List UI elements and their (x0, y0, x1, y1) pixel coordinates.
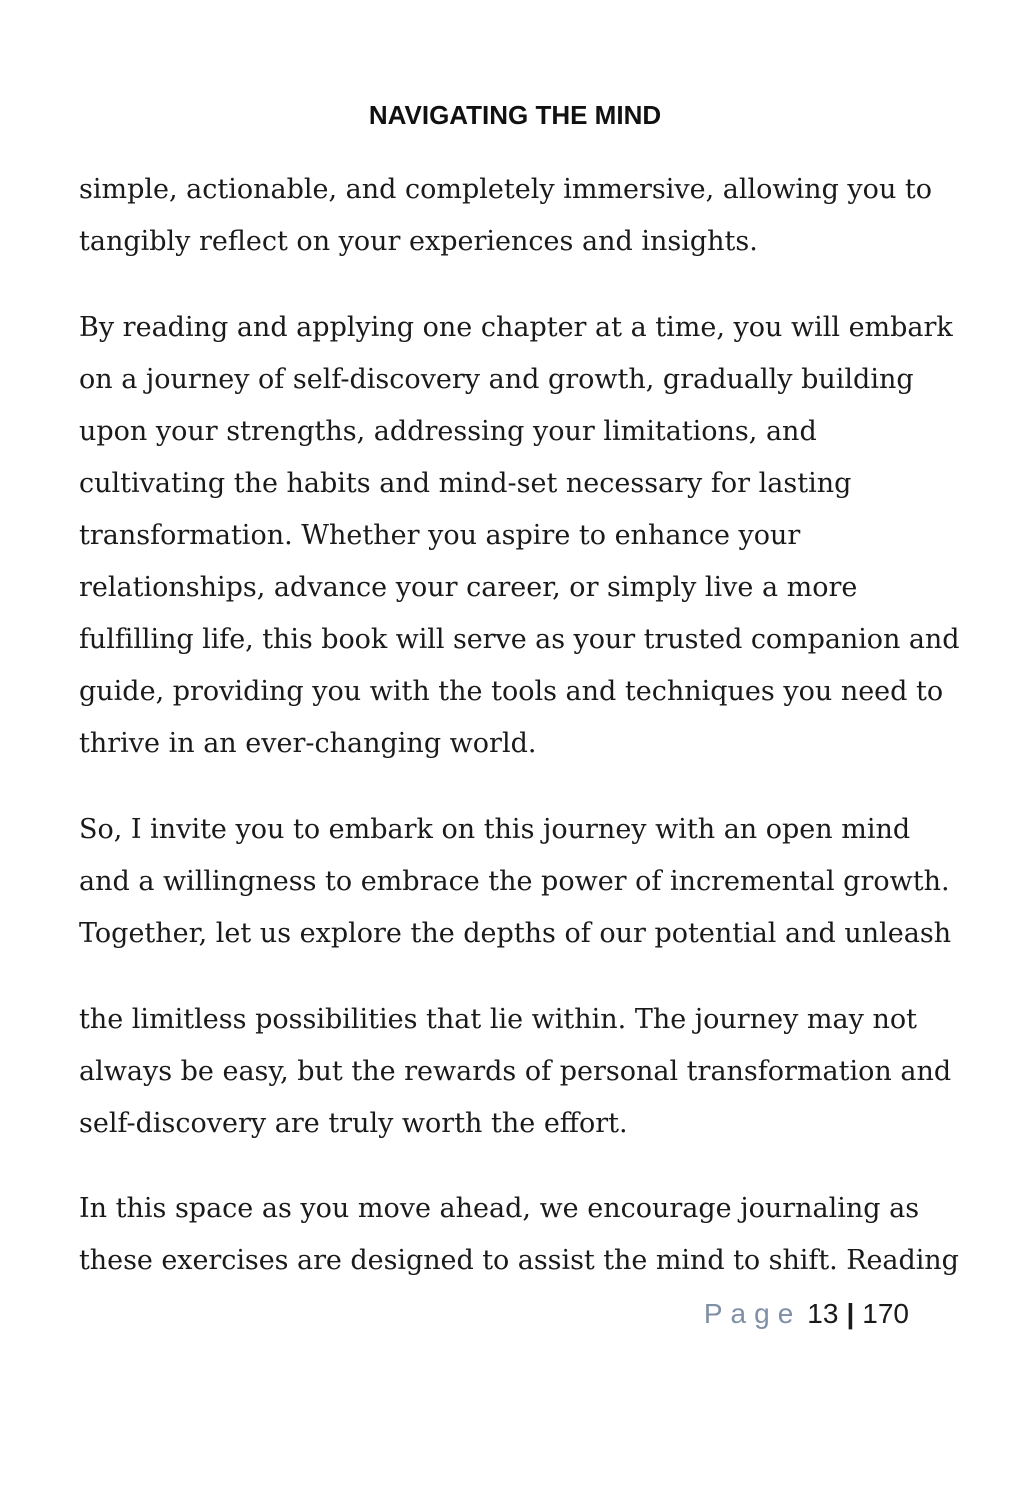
page-header-title: NAVIGATING THE MIND (368, 100, 662, 130)
text-line: relationships, advance your career, or simply live a more (79, 572, 858, 603)
text-line: By reading and applying one chapter at a time, you will embark (79, 312, 953, 343)
text-line: the limitless possibilities that lie within. The journey may not (79, 1004, 917, 1035)
paragraph-5 (79, 1183, 959, 1287)
text-line: on a journey of self-discovery and growth, gradually building (79, 364, 914, 395)
paragraph-3 (79, 804, 959, 960)
total-pages: 170 (862, 1298, 909, 1329)
paragraph-4 (79, 994, 959, 1150)
paragraph-2 (79, 302, 959, 770)
page-separator: | (846, 1298, 855, 1329)
text-line: tangibly reflect on your experiences and insights. (79, 226, 758, 257)
text-line: transformation. Whether you aspire to enhance your (79, 520, 801, 551)
text-line: upon your strengths, addressing your limitations, and (79, 416, 817, 447)
text-line: self-discovery are truly worth the effort. (79, 1108, 628, 1139)
text-line: So, I invite you to embark on this journey with an open mind (79, 814, 911, 845)
paragraph-1 (79, 164, 959, 268)
text-line: fulfilling life, this book will serve as your trusted companion and (79, 624, 960, 655)
text-line: In this space as you move ahead, we encourage journaling as (79, 1193, 920, 1224)
text-line: cultivating the habits and mind-set necessary for lasting (79, 468, 852, 499)
text-line: Together, let us explore the depths of our potential and unleash (79, 918, 952, 949)
text-line: these exercises are designed to assist the mind to shift. Reading (79, 1245, 959, 1276)
text-line: guide, providing you with the tools and techniques you need to (79, 676, 944, 707)
page-label: Page (703, 1298, 802, 1329)
text-line: thrive in an ever-changing world. (79, 728, 537, 759)
text-line: simple, actionable, and completely immersive, allowing you to (79, 174, 933, 205)
page-number-footer (704, 1298, 909, 1330)
current-page-number: 13 (807, 1298, 839, 1329)
text-line: and a willingness to embrace the power of incremental growth. (79, 866, 950, 897)
text-line: always be easy, but the rewards of personal transformation and (79, 1056, 952, 1087)
